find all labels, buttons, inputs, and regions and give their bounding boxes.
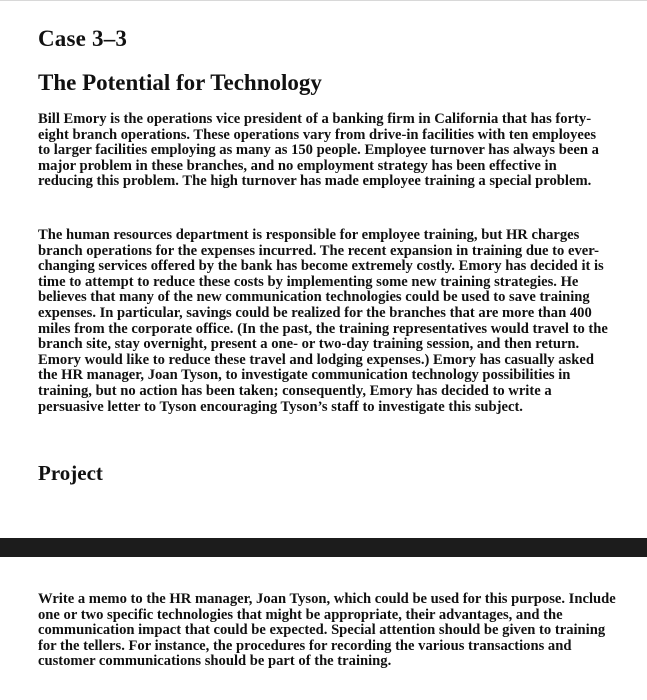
case-number-heading: Case 3–3 bbox=[38, 26, 128, 51]
project-instructions: Write a memo to the HR manager, Joan Tyson, which could be used for this purpose. Include one or two specific technologies that might be appropriate, their advantages, and the communication impact that could be expected. Special attention should be given to training for the tellers. For instance, the procedures for recording the various transactions and customer communications should be part of the training. bbox=[38, 591, 616, 670]
case-title-heading: The Potential for Technology bbox=[38, 70, 322, 95]
case-paragraph-2: The human resources department is responsible for employee training, but HR charges branch operations for the expenses incurred. The recent expansion in training due to ever-changing services offered by the bank has become extremely costly. Emory has decided it is time to attempt to reduce these costs by implementing some new training strategies. He believes that many of the new communication technologies could be used to save training expenses. In particular, savings could be realized for the branches that are more than 400 miles from the corporate office. (In the past, the training representatives would travel to the branch site, stay overnight, present a one- or two-day training session, and then return. Emory would like to reduce these travel and lodging expenses.) Emory has casually asked the HR manager, Joan Tyson, to investigate communication technology possibilities in training, but no action has been taken; consequently, Emory has decided to write a persuasive letter to Tyson encouraging Tyson’s staff to investigate this subject. bbox=[38, 227, 608, 415]
case-paragraph-1: Bill Emory is the operations vice president of a banking firm in California that has forty-eight branch operations. These operations vary from drive-in facilities with ten employees to larger facilities employing as many as 150 people. Employee turnover has always been a major problem in these branches, and no employment strategy has been effective in reducing this problem. The high turnover has made employee training a special problem. bbox=[38, 111, 599, 190]
page-break-divider bbox=[0, 538, 647, 557]
project-heading: Project bbox=[38, 461, 103, 485]
